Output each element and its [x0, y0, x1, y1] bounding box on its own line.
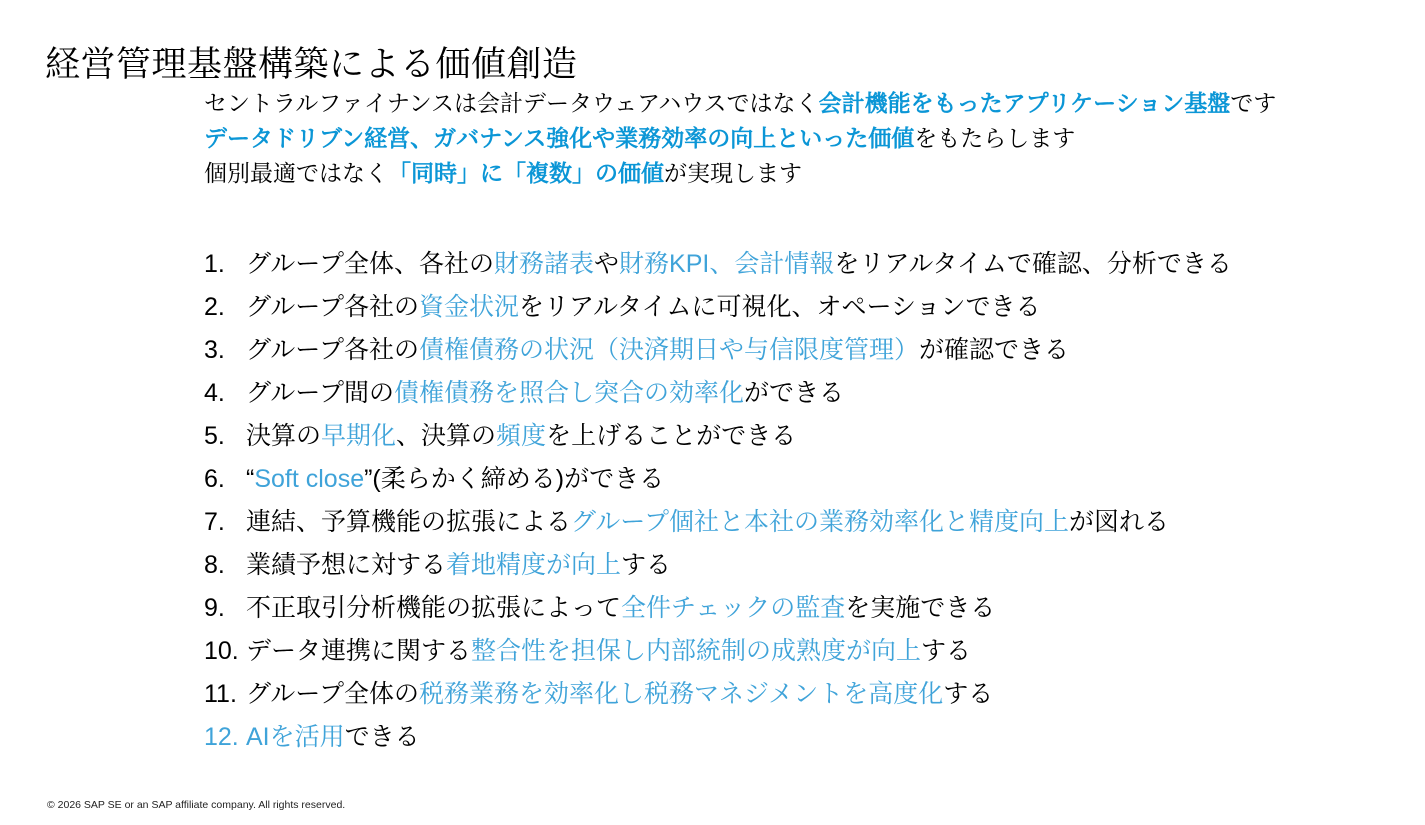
- text-segment: グループ全体、各社の: [246, 250, 495, 278]
- list-item: [204, 716, 1232, 759]
- text-segment: 財務諸表: [494, 250, 595, 278]
- text-segment: 財務KPI、会計情報: [619, 250, 835, 278]
- footer-copyright: © 2026 SAP SE or an SAP affiliate company. All rights reserved.: [47, 799, 346, 811]
- list-item: [204, 329, 1232, 372]
- text-segment: Soft close: [254, 465, 365, 493]
- text-segment: 全件チェックの監査: [621, 594, 846, 622]
- list-item: [204, 587, 1232, 630]
- text-segment: を上げることができる: [546, 422, 797, 450]
- page-title: 経営管理基盤構築による価値創造: [45, 45, 578, 85]
- text-segment: 資金状況: [419, 293, 520, 321]
- text-segment: “: [246, 465, 255, 493]
- text-segment: 早期化: [321, 422, 397, 450]
- text-segment: する: [921, 637, 972, 665]
- text-segment: 債権債務を照合し突合の効率化: [394, 379, 745, 407]
- text-segment: 頻度: [496, 422, 547, 450]
- item-number: 10.: [204, 637, 239, 665]
- value-list: [204, 243, 1232, 759]
- text-segment: 業績予想に対する: [246, 551, 447, 579]
- text-segment: 会計機能をもったアプリケーション基盤: [818, 90, 1231, 116]
- text-segment: 債権債務の状況（決済期日や与信限度管理）: [419, 336, 920, 364]
- text-segment: ”(柔らかく締める)ができる: [364, 465, 665, 493]
- text-segment: AIを活用: [246, 723, 345, 751]
- text-segment: データ連携に関する: [246, 637, 472, 665]
- text-segment: 「同時」に「複数」の価値: [388, 160, 664, 186]
- text-segment: 個別最適ではなく: [204, 160, 388, 186]
- text-segment: をもたらします: [914, 125, 1076, 151]
- text-segment: をリアルタイムに可視化、オペーションできる: [519, 293, 1041, 321]
- text-segment: セントラルファイナンスは会計データウェアハウスではなく: [204, 90, 819, 116]
- list-item: [204, 415, 1232, 458]
- item-number: 1.: [204, 250, 225, 278]
- text-segment: です: [1230, 90, 1277, 116]
- intro-line: [204, 86, 1276, 121]
- text-segment: 連結、予算機能の拡張による: [246, 508, 572, 536]
- text-segment: できる: [344, 723, 420, 751]
- list-item: [204, 286, 1232, 329]
- text-segment: グループ間の: [246, 379, 395, 407]
- item-number: 11.: [204, 680, 237, 708]
- item-number: 3.: [204, 336, 225, 364]
- text-segment: 、決算の: [396, 422, 497, 450]
- intro-line: [204, 121, 1276, 156]
- text-segment: グループ個社と本社の業務効率化と精度向上: [571, 508, 1070, 536]
- text-segment: や: [594, 250, 620, 278]
- text-segment: する: [943, 680, 994, 708]
- text-segment: グループ各社の: [246, 293, 420, 321]
- item-number: 2.: [204, 293, 225, 321]
- text-segment: グループ全体の: [246, 680, 420, 708]
- text-segment: グループ各社の: [246, 336, 420, 364]
- intro-line: [204, 156, 1276, 191]
- list-item: [204, 544, 1232, 587]
- list-item: [204, 243, 1232, 286]
- item-number: 5.: [204, 422, 225, 450]
- text-segment: 整合性を担保し内部統制の成熟度が向上: [471, 637, 922, 665]
- item-number: 12.: [204, 723, 239, 751]
- text-segment: 決算の: [246, 422, 322, 450]
- text-segment: をリアルタイムで確認、分析できる: [834, 250, 1232, 278]
- item-number: 8.: [204, 551, 225, 579]
- text-segment: データドリブン経営、ガバナンス強化や業務効率の向上といった価値: [204, 125, 915, 151]
- text-segment: ができる: [744, 379, 845, 407]
- text-segment: 着地精度が向上: [446, 551, 622, 579]
- text-segment: 不正取引分析機能の拡張によって: [246, 594, 622, 622]
- text-segment: が実現します: [664, 160, 802, 186]
- item-number: 9.: [204, 594, 225, 622]
- item-number: 7.: [204, 508, 225, 536]
- list-item: [204, 630, 1232, 673]
- list-item: [204, 372, 1232, 415]
- list-item: [204, 673, 1232, 716]
- text-segment: を実施できる: [845, 594, 996, 622]
- text-segment: が確認できる: [919, 336, 1070, 364]
- list-item: [204, 458, 1232, 501]
- text-segment: が図れる: [1069, 508, 1170, 536]
- text-segment: 税務業務を効率化し税務マネジメントを高度化: [419, 680, 944, 708]
- intro-paragraph: [204, 86, 1276, 191]
- text-segment: する: [621, 551, 672, 579]
- item-number: 6.: [204, 465, 225, 493]
- list-item: [204, 501, 1232, 544]
- item-number: 4.: [204, 379, 225, 407]
